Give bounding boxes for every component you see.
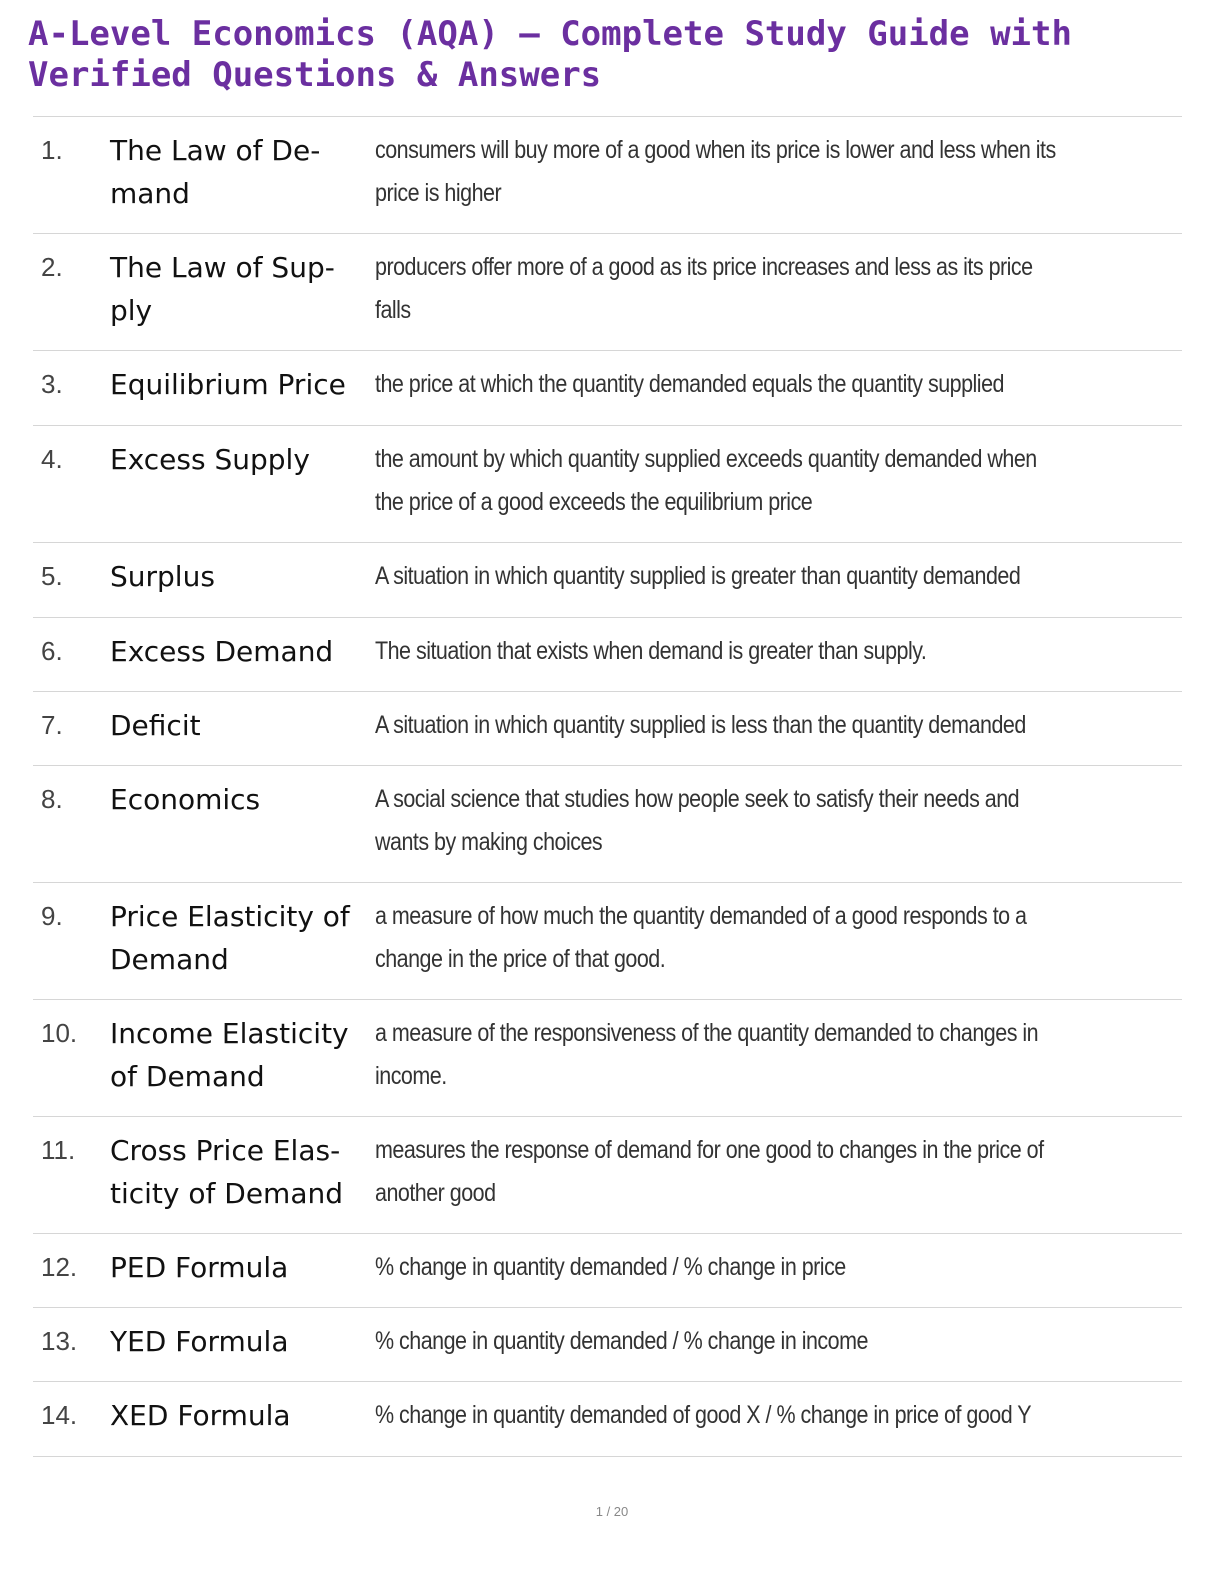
row-number: 9. [41,901,63,931]
term-definition: a measure of the responsiveness of the quantity demanded to changes in income. [375,1019,1039,1090]
table-row [33,1382,1182,1457]
term-definition: the amount by which quantity supplied exceeds quantity demanded when the price of a good exceeds the equilibrium price [375,445,1037,516]
table-row [33,1117,1182,1234]
row-number: 3. [41,369,63,399]
term-label: Economics [110,783,261,816]
row-number: 5. [41,561,63,591]
term-label: Equilibrium Price [110,368,346,401]
table-row [33,1308,1182,1382]
table-row [33,117,1182,234]
page-indicator: 1 / 20 [595,1504,629,1519]
term-table [33,116,1182,1457]
page-title: A-Level Economics (AQA) – Complete Study Guide with Verified Questions & Answers [28,14,1072,95]
term-definition: % change in quantity demanded / % change in price [375,1253,846,1281]
table-row [33,426,1182,543]
term-label: XED Formula [110,1399,291,1432]
term-definition: the price at which the quantity demanded equals the quantity supplied [375,370,1004,398]
table-row [33,543,1182,618]
term-label: The Law of De-mand [110,134,321,210]
table-row [33,351,1182,426]
table-row [33,766,1182,883]
term-label: The Law of Sup-ply [110,251,335,327]
term-label: Deficit [110,709,201,742]
table-row [33,234,1182,351]
term-definition: A situation in which quantity supplied is less than the quantity demanded [375,711,1026,739]
table-row [33,692,1182,766]
term-definition: % change in quantity demanded / % change in income [375,1327,868,1355]
term-definition: The situation that exists when demand is greater than supply. [375,637,927,665]
row-number: 12. [41,1252,78,1282]
term-label: Price Elasticity of Demand [110,900,350,976]
row-number: 8. [41,784,63,814]
row-number: 6. [41,636,63,666]
term-label: Surplus [110,560,215,593]
term-definition: producers offer more of a good as its price increases and less as its price falls [375,253,1033,324]
term-definition: A social science that studies how people seek to satisfy their needs and wants by making choices [375,785,1020,856]
row-number: 1. [41,135,63,165]
row-number: 14. [41,1400,78,1430]
term-label: Excess Supply [110,443,310,476]
term-label: Income Elasticity of Demand [110,1017,349,1093]
row-number: 7. [41,710,63,740]
term-definition: a measure of how much the quantity demanded of a good responds to a change in the price of that good. [375,902,1027,973]
term-label: PED Formula [110,1251,289,1284]
term-definition: consumers will buy more of a good when its price is lower and less when its price is higher [375,136,1056,207]
term-definition: A situation in which quantity supplied is greater than quantity demanded [375,562,1021,590]
table-row [33,1000,1182,1117]
table-row [33,618,1182,692]
term-label: Excess Demand [110,635,334,668]
row-number: 10. [41,1018,78,1048]
table-row [33,1234,1182,1308]
term-label: YED Formula [110,1325,289,1358]
term-definition: % change in quantity demanded of good X / % change in price of good Y [375,1401,1032,1429]
row-number: 11. [41,1135,76,1165]
table-row [33,883,1182,1000]
row-number: 2. [41,252,63,282]
row-number: 4. [41,444,63,474]
term-label: Cross Price Elas-ticity of Demand [110,1134,344,1210]
term-definition: measures the response of demand for one good to changes in the price of another good [375,1136,1044,1207]
row-number: 13. [41,1326,78,1356]
